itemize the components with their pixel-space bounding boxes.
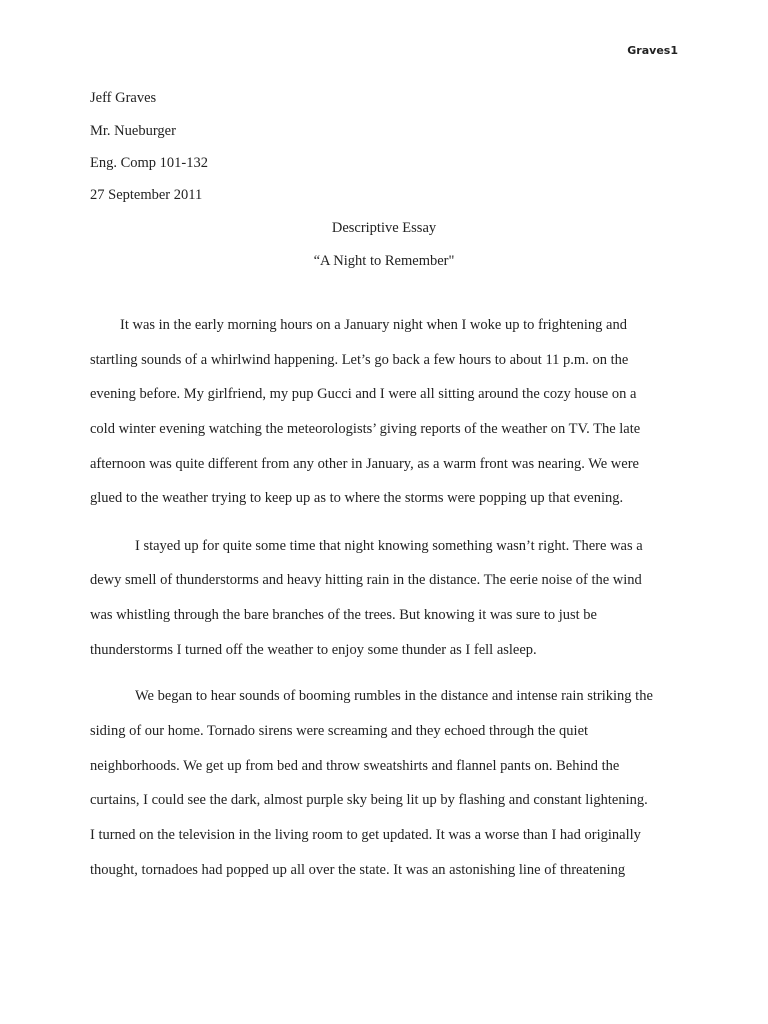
paragraph-line: thought, tornadoes had popped up all over the state. It was an astonishing line of threatening	[90, 862, 626, 878]
paragraph-line: glued to the weather trying to keep up as to where the storms were popping up that evening.	[90, 490, 624, 506]
author-name: Jeff Graves	[90, 90, 157, 106]
paragraph-line: afternoon was quite different from any other in January, as a warm front was nearing. We were	[90, 456, 639, 472]
paragraph-line: I turned on the television in the living room to get updated. It was a worse than I had originally	[90, 827, 641, 843]
paragraph-line: It was in the early morning hours on a January night when I woke up to frightening and	[120, 317, 627, 333]
essay-title: “A Night to Remember"	[313, 253, 455, 269]
essay-type: Descriptive Essay	[331, 220, 437, 236]
paragraph-line: curtains, I could see the dark, almost purple sky being lit up by flashing and constant lightening.	[90, 792, 648, 808]
paragraph-line: thunderstorms I turned off the weather to enjoy some thunder as I fell asleep.	[90, 642, 537, 658]
paragraph-line: was whistling through the bare branches of the trees. But knowing it was sure to just be	[90, 607, 597, 623]
paragraph-line: siding of our home. Tornado sirens were screaming and they echoed through the quiet	[90, 723, 589, 739]
running-head: Graves1	[627, 44, 678, 57]
paragraph-line: startling sounds of a whirlwind happening. Let’s go back a few hours to about 11 p.m. on the	[90, 352, 629, 368]
paragraph-line: dewy smell of thunderstorms and heavy hitting rain in the distance. The eerie noise of the wind	[90, 572, 642, 588]
paragraph-line: neighborhoods. We get up from bed and throw sweatshirts and flannel pants on. Behind the	[90, 758, 620, 774]
paragraph-line: cold winter evening watching the meteorologists’ giving reports of the weather on TV. The late	[90, 421, 641, 437]
course-name: Eng. Comp 101-132	[90, 155, 209, 171]
instructor-name: Mr. Nueburger	[90, 123, 176, 139]
paragraph-line: I stayed up for quite some time that night knowing something wasn’t right. There was a	[135, 538, 643, 554]
essay-date: 27 September 2011	[90, 187, 203, 203]
paragraph-line: We began to hear sounds of booming rumbles in the distance and intense rain striking the	[135, 688, 653, 704]
paragraph-line: evening before. My girlfriend, my pup Gucci and I were all sitting around the cozy house on a	[90, 386, 637, 402]
